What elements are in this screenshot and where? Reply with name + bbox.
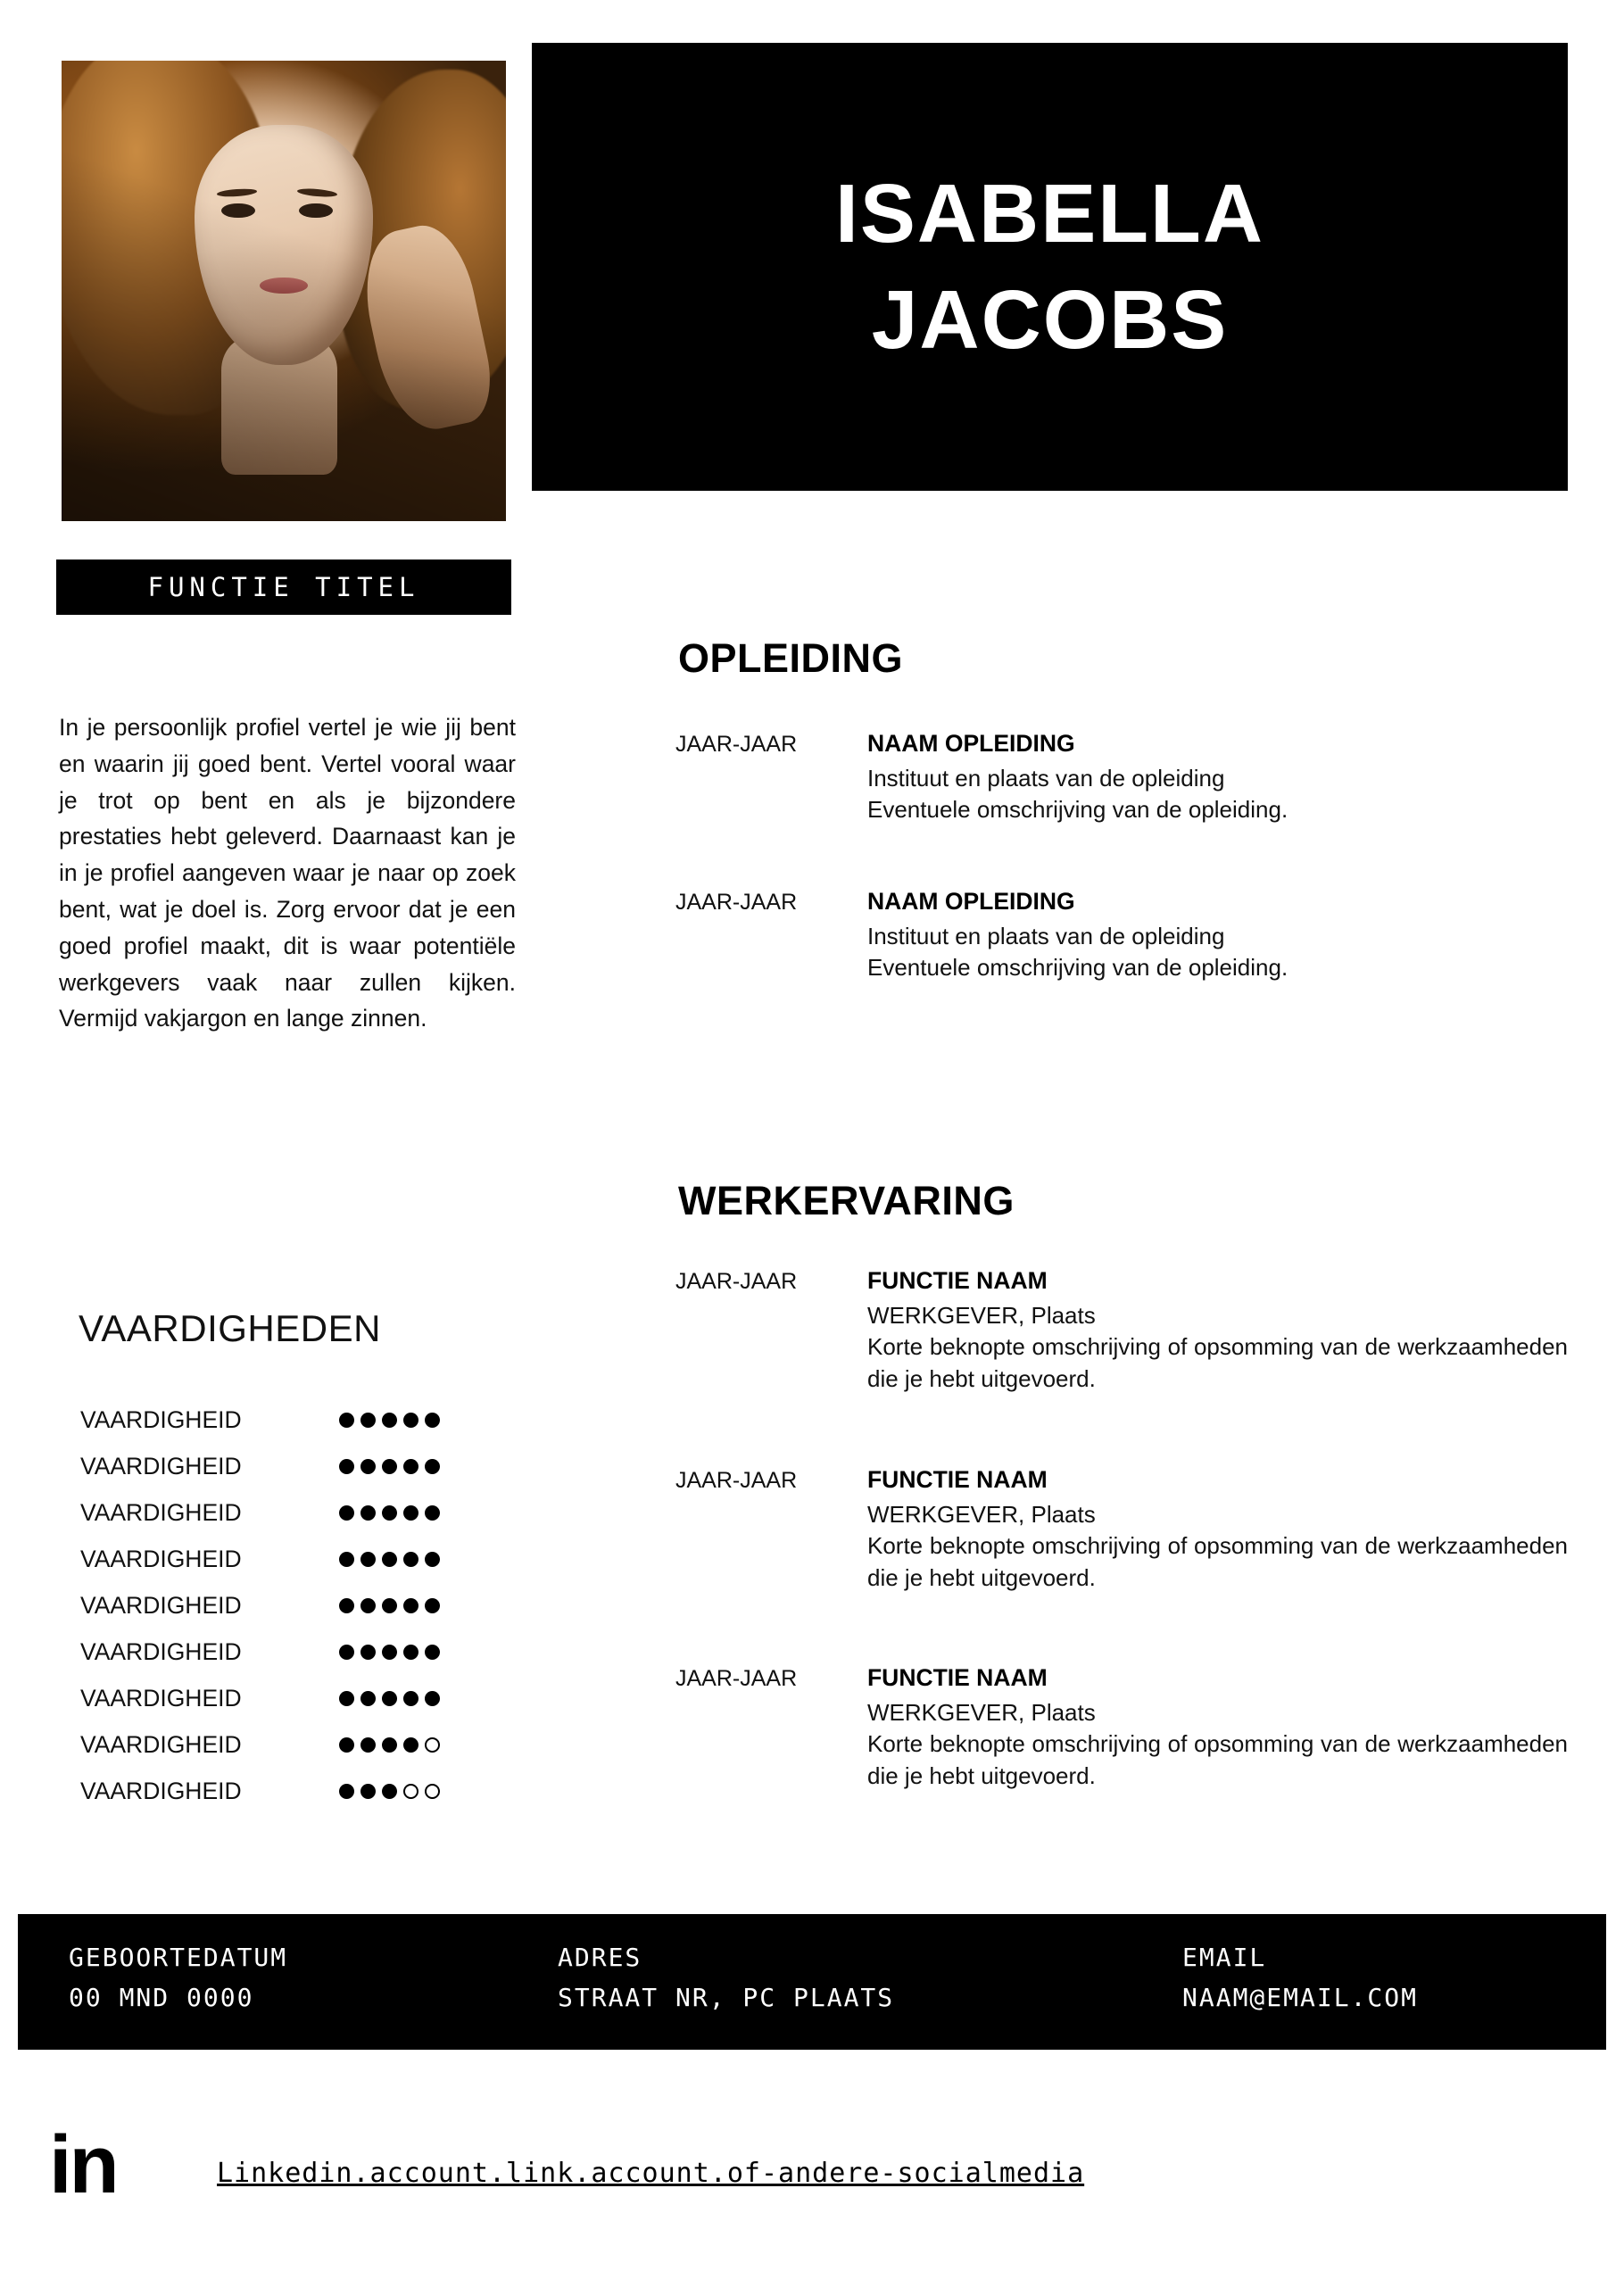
education-entry bbox=[675, 730, 1568, 826]
skill-label: VAARDIGHEID bbox=[80, 1545, 242, 1572]
rating-dot-filled bbox=[360, 1598, 376, 1613]
footer-address-label: ADRES bbox=[558, 1943, 642, 1972]
entry-body bbox=[867, 1466, 1568, 1594]
skill-row bbox=[80, 1536, 518, 1582]
skills-heading: VAARDIGHEDEN bbox=[79, 1307, 381, 1349]
entry-description: Korte beknopte omschrijving of opsomming van de werkzaamheden die je hebt uitgevoerd. bbox=[867, 1333, 1568, 1392]
rating-dot-filled bbox=[382, 1413, 397, 1428]
contact-footer bbox=[18, 1914, 1606, 2050]
footer-address bbox=[558, 1943, 894, 2012]
rating-dot-empty bbox=[425, 1784, 440, 1799]
portrait-photo bbox=[56, 55, 511, 526]
name-banner bbox=[532, 43, 1568, 491]
skill-rating bbox=[339, 1784, 440, 1799]
rating-dot-filled bbox=[339, 1737, 354, 1753]
skill-label: VAARDIGHEID bbox=[80, 1777, 242, 1804]
entry-subtitle: Instituut en plaats van de opleiding bbox=[867, 765, 1225, 792]
rating-dot-filled bbox=[425, 1598, 440, 1613]
rating-dot-filled bbox=[339, 1459, 354, 1474]
entry-subtitle: WERKGEVER, Plaats bbox=[867, 1699, 1096, 1726]
profile-paragraph: In je persoonlijk profiel vertel je wie jij bent en waarin jij goed bent. Vertel vooral waar je trot op bent en als je bijzondere prestaties hebt geleverd. Daarnaast kan je in je profiel aangeven waar je naar op zoek bent, wat je doel is. Zorg ervoor dat je een goed profiel maakt, dit is waar potentiële werkgevers vaak naar zullen kijken. Vermijd vakjargon en lange zinnen. bbox=[59, 714, 516, 1032]
resume-header bbox=[0, 0, 1624, 535]
rating-dot-filled bbox=[339, 1784, 354, 1799]
skill-rating bbox=[339, 1737, 440, 1753]
skill-row bbox=[80, 1629, 518, 1675]
skill-row bbox=[80, 1768, 518, 1814]
skill-label: VAARDIGHEID bbox=[80, 1730, 242, 1758]
skills-list bbox=[80, 1397, 518, 1814]
rating-dot-filled bbox=[360, 1552, 376, 1567]
skill-rating bbox=[339, 1413, 440, 1428]
rating-dot-filled bbox=[403, 1413, 418, 1428]
last-name: JACOBS bbox=[871, 273, 1229, 366]
first-name: ISABELLA bbox=[835, 166, 1264, 260]
skill-rating bbox=[339, 1598, 440, 1613]
rating-dot-filled bbox=[339, 1598, 354, 1613]
footer-email bbox=[1182, 1943, 1418, 2012]
entry-description: Korte beknopte omschrijving of opsomming van de werkzaamheden die je hebt uitgevoerd. bbox=[867, 1532, 1568, 1591]
rating-dot-filled bbox=[403, 1645, 418, 1660]
skill-label: VAARDIGHEID bbox=[80, 1684, 242, 1712]
skill-row bbox=[80, 1675, 518, 1721]
rating-dot-filled bbox=[382, 1598, 397, 1613]
rating-dot-filled bbox=[425, 1413, 440, 1428]
entry-description: Eventuele omschrijving van de opleiding. bbox=[867, 796, 1288, 824]
rating-dot-filled bbox=[425, 1505, 440, 1521]
entry-subtitle: WERKGEVER, Plaats bbox=[867, 1501, 1096, 1528]
skill-rating bbox=[339, 1552, 440, 1567]
entry-title: NAAM OPLEIDING bbox=[867, 730, 1075, 757]
rating-dot-filled bbox=[360, 1413, 376, 1428]
portrait-shading bbox=[62, 61, 506, 521]
entry-years: JAAR-JAAR bbox=[675, 1468, 798, 1493]
entry-subtitle: Instituut en plaats van de opleiding bbox=[867, 923, 1225, 949]
entry-description: Korte beknopte omschrijving of opsomming van de werkzaamheden die je hebt uitgevoerd. bbox=[867, 1730, 1568, 1789]
rating-dot-filled bbox=[382, 1552, 397, 1567]
rating-dot-filled bbox=[403, 1598, 418, 1613]
footer-email-label: EMAIL bbox=[1182, 1943, 1267, 1972]
rating-dot-filled bbox=[382, 1459, 397, 1474]
entry-body bbox=[867, 730, 1568, 826]
linkedin-icon[interactable]: in bbox=[49, 2119, 117, 2210]
skill-rating bbox=[339, 1691, 440, 1706]
entry-subtitle: WERKGEVER, Plaats bbox=[867, 1302, 1096, 1329]
rating-dot-filled bbox=[360, 1459, 376, 1474]
skill-label: VAARDIGHEID bbox=[80, 1452, 242, 1480]
entry-title: FUNCTIE NAAM bbox=[867, 1466, 1048, 1493]
rating-dot-empty bbox=[403, 1784, 418, 1799]
skill-label: VAARDIGHEID bbox=[80, 1405, 242, 1433]
skill-row bbox=[80, 1443, 518, 1489]
footer-birthdate bbox=[69, 1943, 287, 2012]
rating-dot-filled bbox=[425, 1552, 440, 1567]
skill-row bbox=[80, 1489, 518, 1536]
rating-dot-filled bbox=[425, 1459, 440, 1474]
rating-dot-filled bbox=[382, 1784, 397, 1799]
skill-row bbox=[80, 1397, 518, 1443]
rating-dot-filled bbox=[382, 1691, 397, 1706]
rating-dot-filled bbox=[403, 1505, 418, 1521]
skill-row bbox=[80, 1721, 518, 1768]
rating-dot-filled bbox=[382, 1505, 397, 1521]
footer-address-value: STRAAT NR, PC PLAATS bbox=[558, 1983, 895, 2012]
rating-dot-filled bbox=[360, 1645, 376, 1660]
rating-dot-filled bbox=[403, 1737, 418, 1753]
rating-dot-filled bbox=[425, 1645, 440, 1660]
footer-birthdate-value: 00 MND 0000 bbox=[69, 1983, 254, 2012]
rating-dot-filled bbox=[425, 1691, 440, 1706]
social-row bbox=[0, 2115, 1624, 2222]
rating-dot-filled bbox=[360, 1784, 376, 1799]
skill-row bbox=[80, 1582, 518, 1629]
entry-title: FUNCTIE NAAM bbox=[867, 1664, 1048, 1691]
education-heading: OPLEIDING bbox=[678, 635, 904, 681]
experience-entry bbox=[675, 1466, 1568, 1594]
skill-label: VAARDIGHEID bbox=[80, 1591, 242, 1619]
job-title-badge: FUNCTIE TITEL bbox=[56, 559, 511, 615]
rating-dot-filled bbox=[403, 1459, 418, 1474]
skill-rating bbox=[339, 1505, 440, 1521]
social-link[interactable]: Linkedin.account.link.account.of-andere-socialmedia bbox=[217, 2158, 1085, 2189]
skill-rating bbox=[339, 1645, 440, 1660]
entry-years: JAAR-JAAR bbox=[675, 1666, 798, 1691]
footer-birthdate-label: GEBOORTEDATUM bbox=[69, 1943, 288, 1972]
rating-dot-filled bbox=[382, 1645, 397, 1660]
entry-title: NAAM OPLEIDING bbox=[867, 888, 1075, 915]
rating-dot-empty bbox=[425, 1737, 440, 1753]
rating-dot-filled bbox=[403, 1691, 418, 1706]
entry-years: JAAR-JAAR bbox=[675, 890, 798, 915]
rating-dot-filled bbox=[382, 1737, 397, 1753]
rating-dot-filled bbox=[339, 1552, 354, 1567]
entry-years: JAAR-JAAR bbox=[675, 1269, 798, 1294]
rating-dot-filled bbox=[339, 1413, 354, 1428]
entry-years: JAAR-JAAR bbox=[675, 732, 798, 757]
footer-email-value[interactable]: NAAM@EMAIL.COM bbox=[1182, 1983, 1419, 2012]
skill-label: VAARDIGHEID bbox=[80, 1637, 242, 1665]
experience-entry bbox=[675, 1267, 1568, 1395]
rating-dot-filled bbox=[360, 1691, 376, 1706]
entry-body bbox=[867, 1664, 1568, 1792]
experience-entry bbox=[675, 1664, 1568, 1792]
rating-dot-filled bbox=[339, 1691, 354, 1706]
rating-dot-filled bbox=[339, 1645, 354, 1660]
entry-description: Eventuele omschrijving van de opleiding. bbox=[867, 954, 1288, 982]
education-entry bbox=[675, 888, 1568, 984]
skill-rating bbox=[339, 1459, 440, 1474]
rating-dot-filled bbox=[339, 1505, 354, 1521]
skill-label: VAARDIGHEID bbox=[80, 1498, 242, 1526]
entry-title: FUNCTIE NAAM bbox=[867, 1267, 1048, 1294]
entry-body bbox=[867, 1267, 1568, 1395]
entry-body bbox=[867, 888, 1568, 984]
rating-dot-filled bbox=[360, 1505, 376, 1521]
rating-dot-filled bbox=[360, 1737, 376, 1753]
portrait-image bbox=[62, 61, 506, 521]
rating-dot-filled bbox=[403, 1552, 418, 1567]
experience-heading: WERKERVARING bbox=[678, 1178, 1015, 1223]
